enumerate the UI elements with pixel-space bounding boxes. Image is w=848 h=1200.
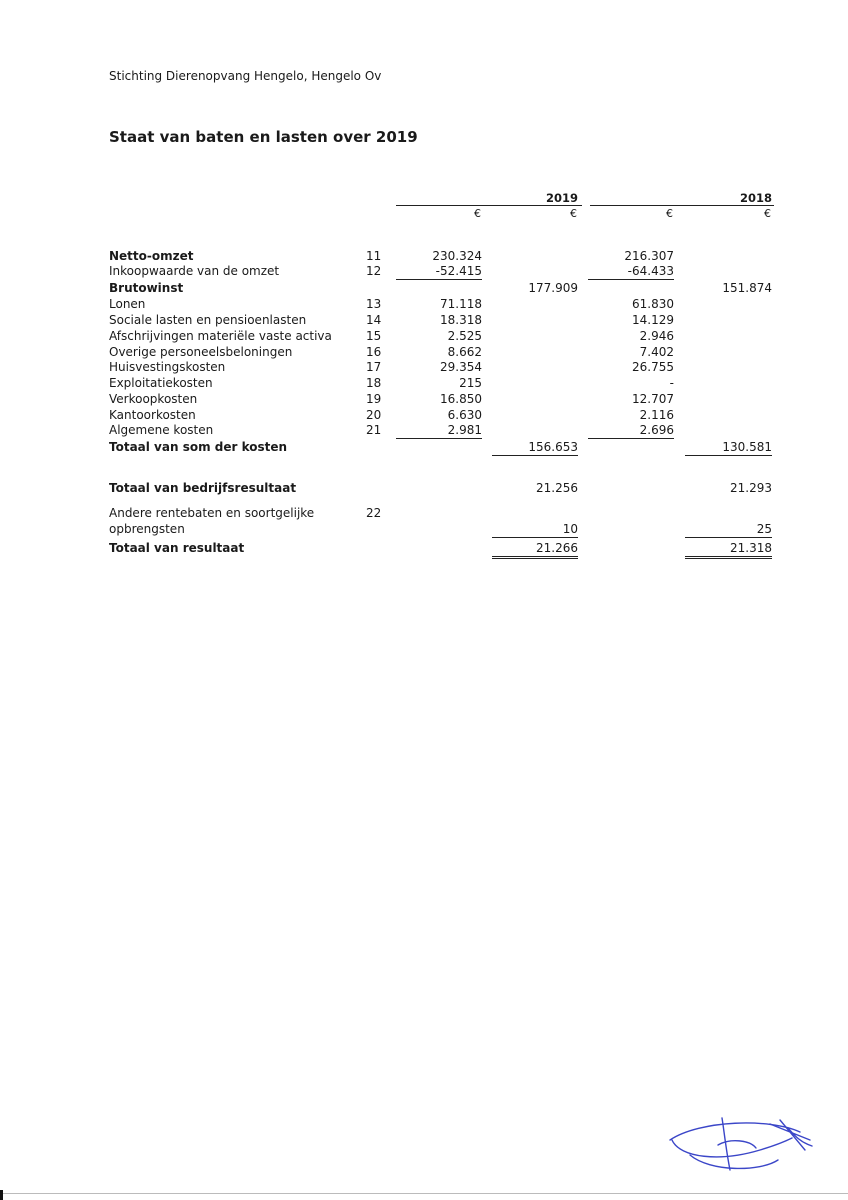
row-value: 2.696 xyxy=(588,423,674,439)
row-note: 18 xyxy=(366,376,382,390)
table-row xyxy=(0,392,848,407)
table-row xyxy=(0,423,848,438)
row-label: Kantoorkosten xyxy=(109,408,196,422)
row-label: Overige personeelsbeloningen xyxy=(109,345,293,359)
table-row xyxy=(0,440,848,455)
table-row xyxy=(0,249,848,264)
row-value: 151.874 xyxy=(722,281,772,295)
table-row xyxy=(0,360,848,375)
table-row xyxy=(0,313,848,328)
row-value: 61.830 xyxy=(632,297,674,311)
row-note: 12 xyxy=(366,264,382,278)
row-label: opbrengsten xyxy=(109,522,185,536)
currency-symbol: € xyxy=(474,207,481,220)
row-value: 12.707 xyxy=(632,392,674,406)
table-row xyxy=(0,522,848,537)
row-label: Totaal van bedrijfsresultaat xyxy=(109,481,297,495)
table-row xyxy=(0,481,848,496)
table-row xyxy=(0,376,848,391)
table-row xyxy=(0,329,848,344)
row-note: 20 xyxy=(366,408,382,422)
row-label: Lonen xyxy=(109,297,146,311)
row-value: 2.946 xyxy=(639,329,674,343)
row-label: Afschrijvingen materiële vaste activa xyxy=(109,329,332,343)
signature xyxy=(660,1110,820,1180)
row-value: 10 xyxy=(492,522,578,538)
row-value: 21.318 xyxy=(685,541,772,559)
table-row xyxy=(0,345,848,360)
row-value: 29.354 xyxy=(440,360,482,374)
row-note: 16 xyxy=(366,345,382,359)
row-label: Sociale lasten en pensioenlasten xyxy=(109,313,307,327)
page-footer-line xyxy=(0,1193,848,1194)
year-rule-previous xyxy=(590,205,774,206)
row-value: 230.324 xyxy=(432,249,482,263)
row-value: -52.415 xyxy=(396,264,482,280)
scan-mark xyxy=(0,1190,3,1200)
row-value: 71.118 xyxy=(440,297,482,311)
row-label: Netto-omzet xyxy=(109,249,194,263)
table-row xyxy=(0,506,848,521)
table-row xyxy=(0,264,848,279)
row-value: 2.116 xyxy=(639,408,674,422)
table-row xyxy=(0,408,848,423)
row-label: Totaal van som der kosten xyxy=(109,440,288,454)
row-label: Totaal van resultaat xyxy=(109,541,245,555)
row-value: 2.525 xyxy=(447,329,482,343)
row-note: 15 xyxy=(366,329,382,343)
row-label: Andere rentebaten en soortgelijke xyxy=(109,506,315,520)
row-value: 7.402 xyxy=(639,345,674,359)
year-header-previous: 2018 xyxy=(739,191,772,205)
row-note: 14 xyxy=(366,313,382,327)
row-value: 18.318 xyxy=(440,313,482,327)
row-value: 21.266 xyxy=(492,541,578,559)
row-label: Verkoopkosten xyxy=(109,392,198,406)
row-value: 21.293 xyxy=(730,481,772,495)
currency-symbol: € xyxy=(570,207,577,220)
row-value: 215 xyxy=(459,376,482,390)
row-label: Algemene kosten xyxy=(109,423,214,437)
row-label: Huisvestingskosten xyxy=(109,360,226,374)
organisation-name: Stichting Dierenopvang Hengelo, Hengelo Ov xyxy=(109,69,382,83)
row-note: 13 xyxy=(366,297,382,311)
row-value: 25 xyxy=(685,522,772,538)
row-label: Brutowinst xyxy=(109,281,184,295)
row-value: - xyxy=(669,376,674,390)
row-value: 216.307 xyxy=(624,249,674,263)
row-label: Exploitatiekosten xyxy=(109,376,213,390)
row-value: 177.909 xyxy=(528,281,578,295)
currency-symbol: € xyxy=(666,207,673,220)
row-value: 6.630 xyxy=(447,408,482,422)
row-label: Inkoopwaarde van de omzet xyxy=(109,264,280,278)
row-note: 22 xyxy=(366,506,382,520)
row-value: 14.129 xyxy=(632,313,674,327)
table-row xyxy=(0,281,848,296)
row-value: 21.256 xyxy=(536,481,578,495)
row-note: 19 xyxy=(366,392,382,406)
page-title: Staat van baten en lasten over 2019 xyxy=(109,128,418,146)
row-note: 11 xyxy=(366,249,382,263)
table-row xyxy=(0,297,848,312)
table-row xyxy=(0,541,848,556)
row-value: 130.581 xyxy=(685,440,772,456)
row-value: 16.850 xyxy=(440,392,482,406)
year-header-current: 2019 xyxy=(545,191,578,205)
row-value: -64.433 xyxy=(588,264,674,280)
row-value: 8.662 xyxy=(447,345,482,359)
row-value: 156.653 xyxy=(492,440,578,456)
year-rule-current xyxy=(396,205,582,206)
row-value: 26.755 xyxy=(632,360,674,374)
currency-symbol: € xyxy=(764,207,771,220)
row-value: 2.981 xyxy=(396,423,482,439)
row-note: 17 xyxy=(366,360,382,374)
row-note: 21 xyxy=(366,423,382,437)
